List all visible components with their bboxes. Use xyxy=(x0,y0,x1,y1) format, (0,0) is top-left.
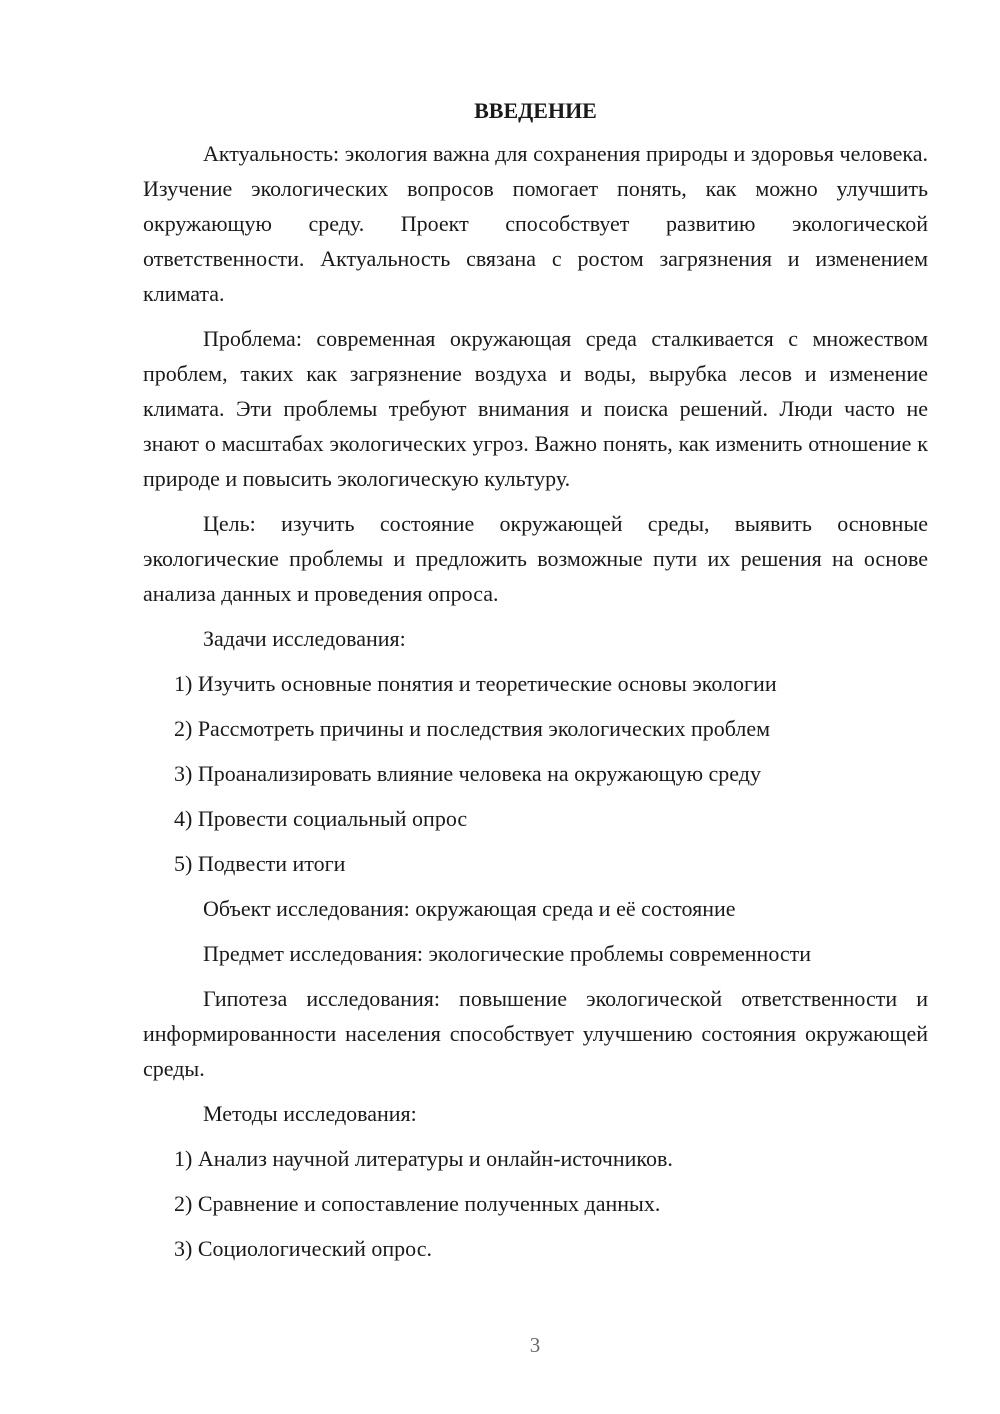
problem-paragraph: Проблема: современная окружающая среда сталкивается с множеством проблем, таких как загрязнение воздуха и воды, вырубка лесов и изменение климата. Эти проблемы требуют внимания и поиска решений. Люди часто не знают о масштабах экологических угроз. Важно понять, как изменить отношение к природе и повысить экологическую культуру. xyxy=(143,326,928,491)
document-body xyxy=(143,96,928,1276)
task-item: 5) Подвести итоги xyxy=(174,851,346,876)
object-line: Объект исследования: окружающая среда и её состояние xyxy=(203,896,736,921)
methods-list xyxy=(143,1141,928,1266)
methods-heading: Методы исследования: xyxy=(203,1101,417,1126)
document-title: ВВЕДЕНИЕ xyxy=(474,98,597,123)
tasks-heading: Задачи исследования: xyxy=(203,626,406,651)
method-item: 1) Анализ научной литературы и онлайн-источников. xyxy=(174,1146,673,1171)
subject-line: Предмет исследования: экологические проблемы современности xyxy=(203,941,812,966)
method-item: 3) Социологический опрос. xyxy=(174,1236,432,1261)
hypothesis-paragraph: Гипотеза исследования: повышение экологической ответственности и информированности населения способствует улучшению состояния окружающей среды. xyxy=(143,986,928,1081)
goal-paragraph: Цель: изучить состояние окружающей среды, выявить основные экологические проблемы и предложить возможные пути их решения на основе анализа данных и проведения опроса. xyxy=(143,511,928,606)
tasks-list xyxy=(143,666,928,881)
task-item: 4) Провести социальный опрос xyxy=(174,806,468,831)
task-item: 2) Рассмотреть причины и последствия экологических проблем xyxy=(174,716,771,741)
task-item: 3) Проанализировать влияние человека на окружающую среду xyxy=(174,761,761,786)
task-item: 1) Изучить основные понятия и теоретические основы экологии xyxy=(174,671,777,696)
page-number: 3 xyxy=(529,1333,541,1357)
method-item: 2) Сравнение и сопоставление полученных данных. xyxy=(174,1191,661,1216)
relevance-paragraph: Актуальность: экология важна для сохранения природы и здоровья человека. Изучение экологических вопросов помогает понять, как можно улучшить окружающую среду. Проект способствует развитию экологической ответственности. Актуальность связана с ростом загрязнения и изменением климата. xyxy=(143,141,928,306)
